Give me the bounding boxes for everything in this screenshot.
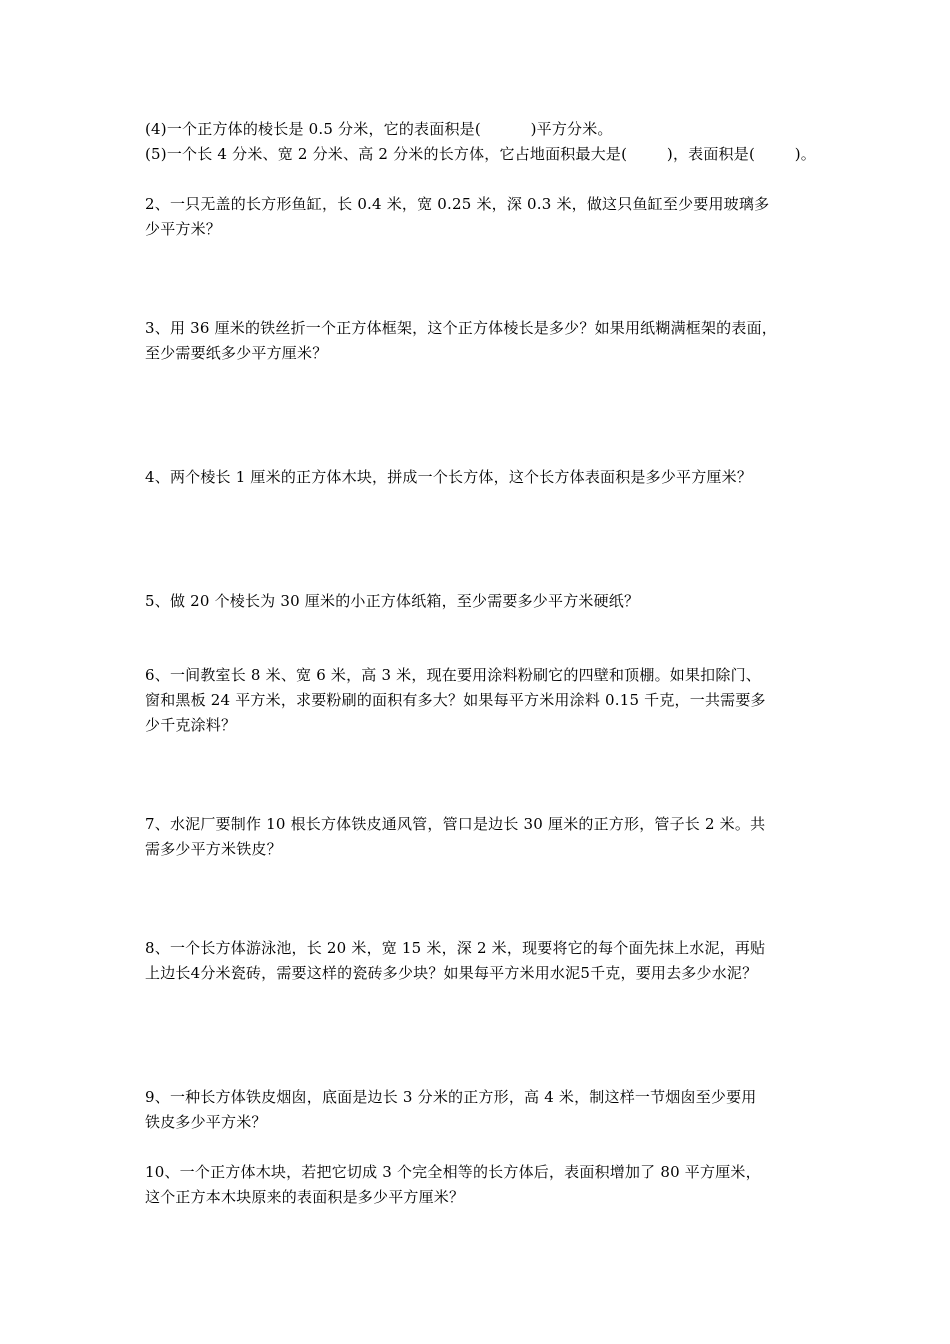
question-5: 5、做 20 个棱长为 30 厘米的小正方体纸箱，至少需要多少平方米硬纸？ bbox=[145, 592, 640, 610]
question-10-line-1: 10、一个正方体木块，若把它切成 3 个完全相等的长方体后，表面积增加了 80 平方厘米， bbox=[145, 1163, 761, 1181]
question-3-line-1: 3、用 36 厘米的铁丝折一个正方体框架，这个正方体棱长是多少？如果用纸糊满框架的表面， bbox=[145, 319, 777, 337]
question-9-line-1: 9、一种长方体铁皮烟囱，底面是边长 3 分米的正方形，高 4 米，制这样一节烟囱至少要用 bbox=[145, 1088, 757, 1106]
question-8-line-2: 上边长4分米瓷砖，需要这样的瓷砖多少块？如果每平方米用水泥5千克，要用去多少水泥？ bbox=[145, 964, 758, 982]
question-6-line-2: 窗和黑板 24 平方米，求要粉刷的面积有多大？如果每平方米用涂料 0.15 千克，一共需要多 bbox=[145, 691, 766, 709]
question-10-line-2: 这个正方本木块原来的表面积是多少平方厘米？ bbox=[145, 1188, 465, 1206]
question-4: 4、两个棱长 1 厘米的正方体木块，拼成一个长方体，这个长方体表面积是多少平方厘米？ bbox=[145, 468, 753, 486]
question-2-line-1: 2、一只无盖的长方形鱼缸，长 0.4 米，宽 0.25 米，深 0.3 米，做这只鱼缸至少要用玻璃多 bbox=[145, 195, 770, 213]
question-7-line-2: 需多少平方米铁皮？ bbox=[145, 840, 282, 858]
question-7-line-1: 7、水泥厂要制作 10 根长方体铁皮通风管，管口是边长 30 厘米的正方形，管子长 2 米。共 bbox=[145, 815, 766, 833]
question-6-line-3: 少千克涂料？ bbox=[145, 716, 237, 734]
question-2-line-2: 少平方米？ bbox=[145, 220, 222, 238]
question-8-line-1: 8、一个长方体游泳池，长 20 米，宽 15 米，深 2 米，现要将它的每个面先抹上水泥，再贴 bbox=[145, 939, 766, 957]
question-3-line-2: 至少需要纸多少平方厘米？ bbox=[145, 344, 328, 362]
question-1-4: (4)一个正方体的棱长是 0.5 分米，它的表面积是( )平方分米。 bbox=[145, 120, 613, 138]
question-6-line-1: 6、一间教室长 8 米、宽 6 米，高 3 米，现在要用涂料粉刷它的四壁和顶棚。如果扣除门、 bbox=[145, 666, 761, 684]
question-1-5: (5)一个长 4 分米、宽 2 分米、高 2 分米的长方体，它占地面积最大是( )，表面积是( )。 bbox=[145, 145, 816, 163]
question-9-line-2: 铁皮多少平方米？ bbox=[145, 1113, 267, 1131]
